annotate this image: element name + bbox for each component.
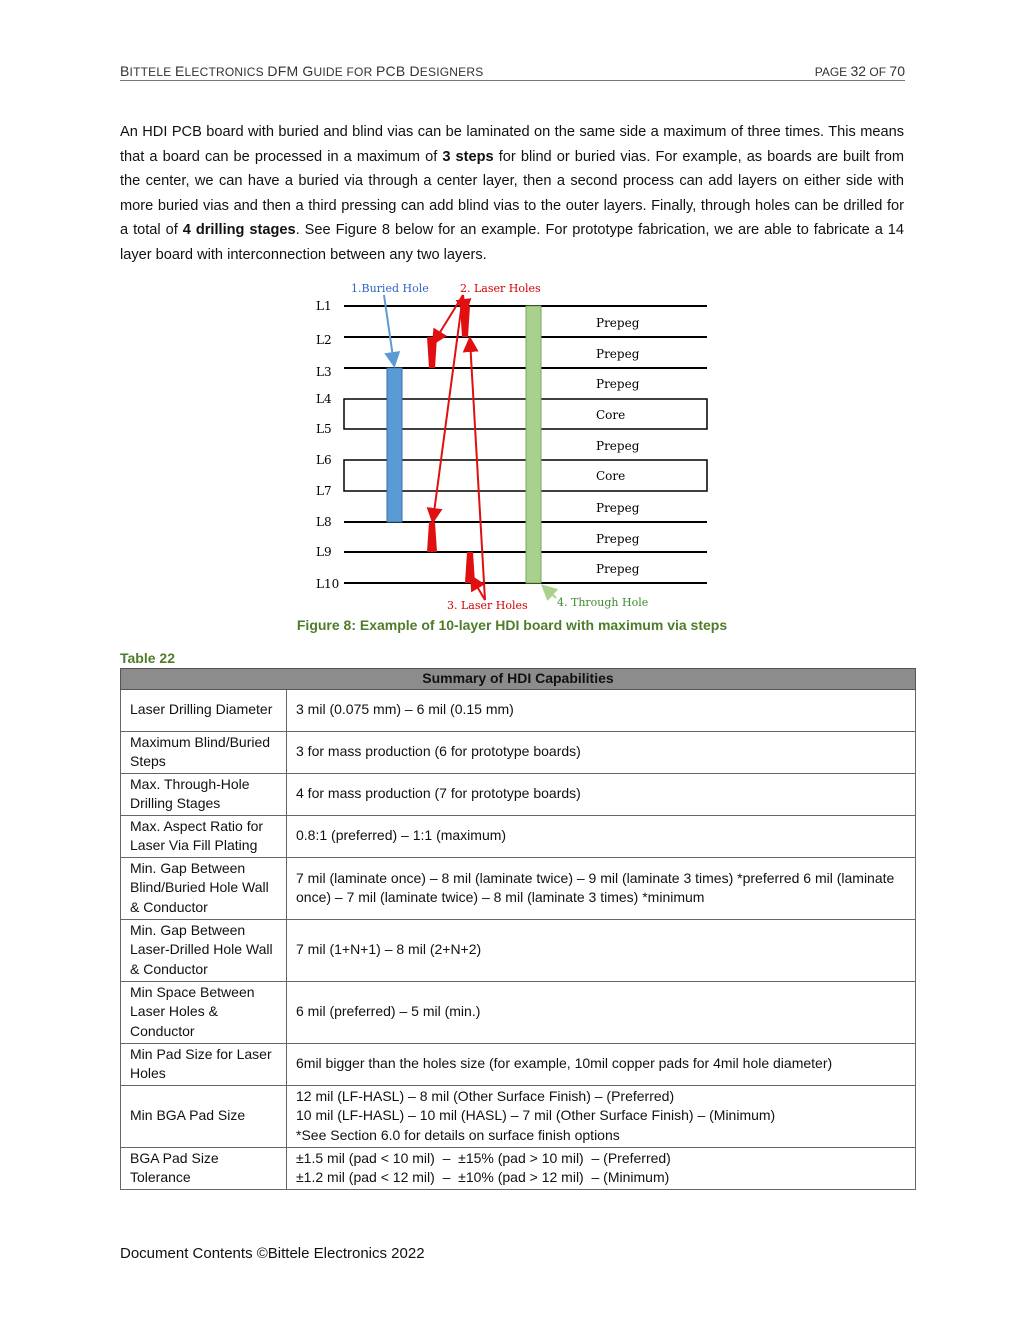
row-value: 0.8:1 (preferred) – 1:1 (maximum) [287,815,916,857]
dielectric-label: Prepeg [596,377,640,391]
laser-hole [427,337,437,368]
page-number: 32 [850,63,867,79]
dielectric-label: Core [596,408,626,422]
row-key: BGA Pad Size Tolerance [121,1147,287,1189]
laser-arrow [433,295,463,520]
layer-label: L3 [316,365,332,379]
through-hole-arrow [544,587,556,598]
layer-label: L1 [316,299,332,313]
row-key: Min BGA Pad Size [121,1085,287,1147]
layer-label: L10 [316,577,340,591]
document-title [120,63,483,79]
title-part: UIDE FOR [313,65,376,79]
row-key: Maximum Blind/Buried Steps [121,731,287,773]
dielectric-label: Core [596,469,626,483]
row-key: Max. Through-Hole Drilling Stages [121,773,287,815]
dielectric-label: Prepeg [596,316,640,330]
dielectric-label: Prepeg [596,501,640,515]
title-initial: D [409,63,420,79]
dielectric-label: Prepeg [596,562,640,576]
table-row [121,1085,916,1147]
row-value: 7 mil (1+N+1) – 8 mil (2+N+2) [287,919,916,981]
row-value: 7 mil (laminate once) – 8 mil (laminate twice) – 9 mil (laminate 3 times) *preferred 6 mil (laminate once) – 7 mil (laminate twice) – 8 mil (laminate 3 times) *minimum [287,857,916,919]
para-bold: 3 steps [442,148,494,165]
table-heading: Summary of HDI Capabilities [121,669,916,690]
body-paragraph [120,120,904,268]
page-prefix: PAGE [814,65,851,79]
value-line: ±1.5 mil (pad < 10 mil) – ±15% (pad > 10 mil) – (Preferred) [296,1149,671,1166]
value-line: 12 mil (LF-HASL) – 8 mil (Other Surface Finish) – (Preferred) [296,1087,675,1104]
table-label: Table 22 [120,650,175,666]
through-hole [526,306,541,583]
row-value: 6mil bigger than the holes size (for example, 10mil copper pads for 4mil hole diameter) [287,1043,916,1085]
layer-label: L7 [316,484,332,498]
laser-hole [427,522,437,552]
title-part: LECTRONICS [184,65,268,79]
buried-hole-label: 1.Buried Hole [351,282,429,295]
value-line: ±1.2 mil (pad < 12 mil) – ±10% (pad > 12 mil) – (Minimum) [296,1169,670,1185]
table-row [121,919,916,981]
page-header [120,60,905,81]
title-initial: B [120,63,130,79]
table-header-row [121,669,916,690]
table-row [121,773,916,815]
row-value: 3 mil (0.075 mm) – 6 mil (0.15 mm) [287,689,916,731]
table-row [121,815,916,857]
figure-caption: Figure 8: Example of 10-layer HDI board with maximum via steps [296,617,728,633]
layer-label: L4 [316,392,332,406]
value-line: 10 mil (LF-HASL) – 10 mil (HASL) – 7 mil (Other Surface Finish) – (Minimum) [296,1107,776,1124]
laser-hole [465,552,475,583]
layer-label: L5 [316,422,332,436]
through-hole-label: 4. Through Hole [557,596,649,609]
page-indicator [815,63,905,79]
row-key: Laser Drilling Diameter [121,689,287,731]
row-key: Min. Gap Between Laser-Drilled Hole Wall & Conductor [121,919,287,981]
title-initial: G [302,63,314,79]
dielectric-label: Prepeg [596,439,640,453]
page-footer: Document Contents ©Bittele Electronics 2022 [120,1245,425,1262]
table-row [121,1147,916,1189]
dielectric-label: Prepeg [596,532,640,546]
page-total: 70 [889,63,905,79]
para-bold: 4 drilling stages [182,222,296,239]
title-initial: E [174,63,185,79]
para-text: for blind or buried vias. For example, as boards are built from the center, we can have a buried via through a center layer, then a second process can add layers on either side with more buried vias and then a third pressing can add blind vias to the outer layers. Finally, through holes can be drilled for a total of [120,148,905,239]
laser-holes-bottom-label: 3. Laser Holes [447,599,528,612]
page-of: OF [866,65,890,79]
title-part: ITTELE [129,65,175,79]
row-value: 4 for mass production (7 for prototype boards) [287,773,916,815]
row-key: Min. Gap Between Blind/Buried Hole Wall & Conductor [121,857,287,919]
row-key: Min Space Between Laser Holes & Conductor [121,981,287,1043]
title-part: ESIGNERS [419,65,484,79]
title-part: PCB [375,63,410,79]
table-row [121,981,916,1043]
row-value [287,1085,916,1147]
table-row [121,689,916,731]
layer-label: L2 [316,333,332,347]
laser-holes-top-label: 2. Laser Holes [460,282,541,295]
hdi-stackup-figure [300,278,720,618]
hdi-capabilities-table [120,668,916,1190]
table-row [121,1043,916,1085]
row-value: 3 for mass production (6 for prototype boards) [287,731,916,773]
row-key: Max. Aspect Ratio for Laser Via Fill Plating [121,815,287,857]
layer-label: L9 [316,545,332,559]
layer-label: L8 [316,515,332,529]
row-key: Min Pad Size for Laser Holes [121,1043,287,1085]
row-value: 6 mil (preferred) – 5 mil (min.) [287,981,916,1043]
value-line: *See Section 6.0 for details on surface finish options [296,1126,620,1143]
para-text: . See Figure 8 below for an example. For prototype fabrication, we are able to fabricate a 14 layer board with interconnection between any two layers. [120,222,905,263]
buried-hole [387,368,402,522]
title-part: DFM [267,63,303,79]
dielectric-label: Prepeg [596,347,640,361]
layer-label: L6 [316,453,332,467]
table-row [121,731,916,773]
para-text: An HDI PCB board with buried and blind vias can be laminated on the same side a maximum of three times. This means that a board can be processed in a maximum of [120,124,904,165]
table-row [121,857,916,919]
row-value [287,1147,916,1189]
